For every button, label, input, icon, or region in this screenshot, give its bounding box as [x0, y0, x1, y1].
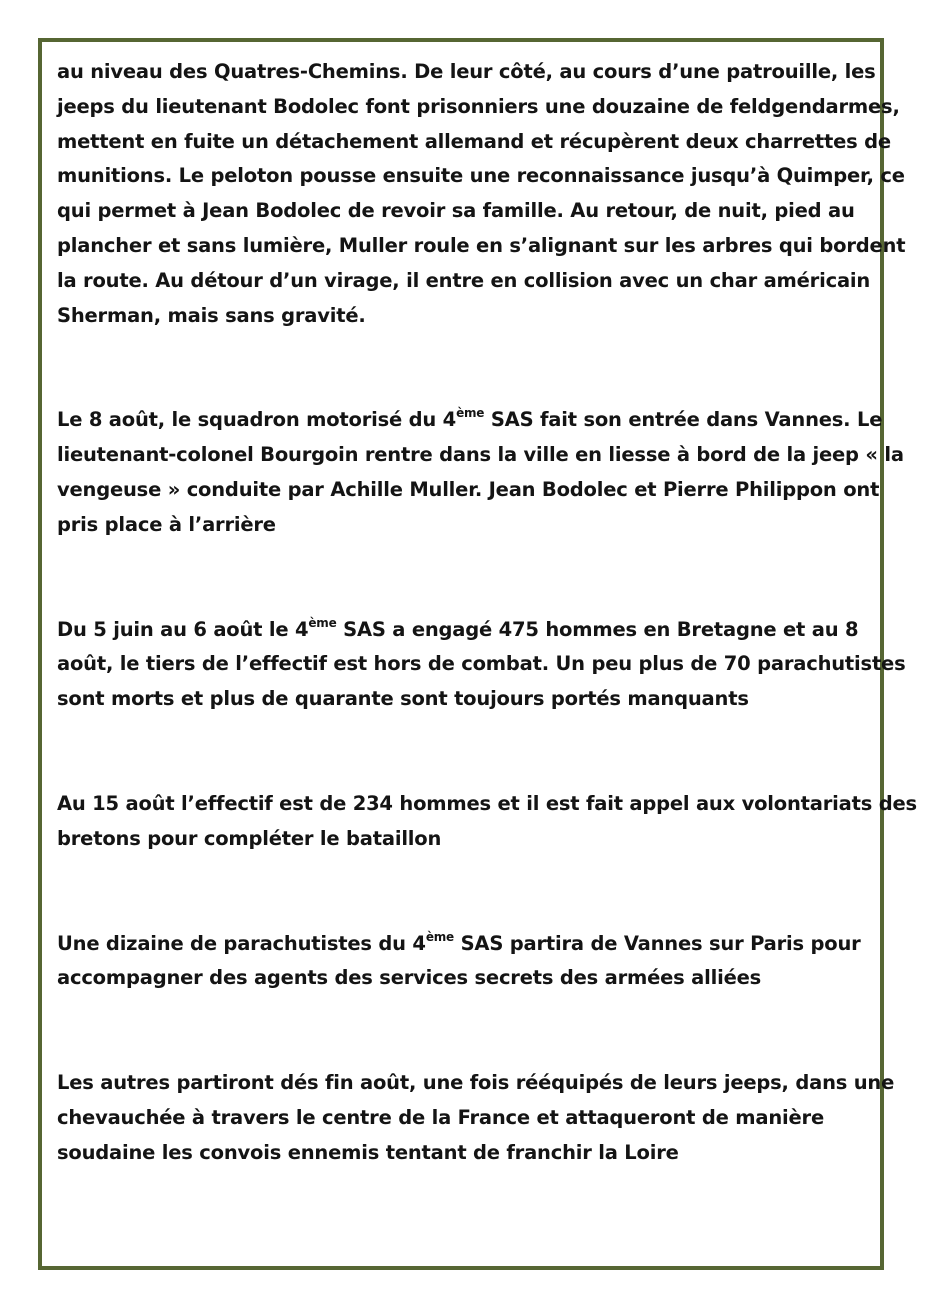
text-line [57, 613, 879, 648]
text-line: bretons pour compléter le bataillon [57, 826, 442, 850]
text-fragment: SAS partira de Vannes sur Paris pour [454, 931, 861, 955]
text-line: mettent en fuite un détachement allemand et récupèrent deux charrettes de [57, 129, 891, 153]
text-fragment: Du 5 juin au 6 août le 4 [57, 617, 309, 641]
text-line: sont morts et plus de quarante sont toujours portés manquants [57, 687, 749, 711]
paragraph-spacer [57, 996, 879, 1066]
paragraph-vannes-entry [57, 403, 904, 542]
text-fragment: Le 8 août, le squadron motorisé du 4 [57, 408, 457, 432]
text-line: Au 15 août l’effectif est de 234 hommes et il est fait appel aux volontariats des [57, 791, 917, 815]
paragraph-spacer [57, 333, 879, 403]
paragraph-recruitment [57, 787, 917, 857]
superscript: ème [425, 929, 454, 944]
text-line: pris place à l’arrière [57, 512, 276, 536]
text-fragment: SAS a engagé 475 hommes en Bretagne et au 8 [336, 617, 859, 641]
text-line [57, 927, 879, 962]
text-line: chevauchée à travers le centre de la France et attaqueront de manière [57, 1105, 824, 1129]
text-line: plancher et sans lumière, Muller roule en s’alignant sur les arbres qui bordent [57, 233, 906, 257]
text-line: Les autres partiront dés fin août, une fois rééquipés de leurs jeeps, dans une [57, 1071, 895, 1095]
paragraph-spacer [57, 857, 879, 927]
paragraph-losses [57, 613, 906, 717]
text-line [57, 403, 883, 438]
text-line: soudaine les convois ennemis tentant de franchir la Loire [57, 1140, 679, 1164]
document-body [57, 55, 917, 1171]
text-line: Sherman, mais sans gravité. [57, 303, 366, 327]
text-line: la route. Au détour d’un virage, il entre en collision avec un char américain [57, 268, 871, 292]
text-line: munitions. Le peloton pousse ensuite une reconnaissance jusqu’à Quimper, ce [57, 164, 905, 188]
text-fragment: SAS fait son entrée dans Vannes. Le [484, 408, 883, 432]
text-line: jeeps du lieutenant Bodolec font prisonniers une douzaine de feldgendarmes, [57, 94, 900, 118]
superscript: ème [308, 615, 337, 630]
paragraph-spacer [57, 543, 879, 613]
text-line: vengeuse » conduite par Achille Muller. Jean Bodolec et Pierre Philippon ont [57, 477, 880, 501]
text-line: au niveau des Quatres-Chemins. De leur côté, au cours d’une patrouille, les [57, 60, 876, 83]
text-fragment: Une dizaine de parachutistes du 4 [57, 931, 426, 955]
text-line: août, le tiers de l’effectif est hors de combat. Un peu plus de 70 parachutistes [57, 652, 906, 676]
paragraph-spacer [57, 717, 879, 787]
text-line: accompagner des agents des services secrets des armées alliées [57, 966, 762, 990]
text-line: lieutenant-colonel Bourgoin rentre dans la ville en liesse à bord de la jeep « la [57, 443, 904, 467]
paragraph-paris-mission [57, 927, 879, 997]
paragraph-jeeps-patrol [57, 55, 906, 333]
paragraph-loire-raid [57, 1066, 895, 1170]
text-line: qui permet à Jean Bodolec de revoir sa famille. Au retour, de nuit, pied au [57, 199, 855, 223]
superscript: ème [456, 406, 485, 421]
